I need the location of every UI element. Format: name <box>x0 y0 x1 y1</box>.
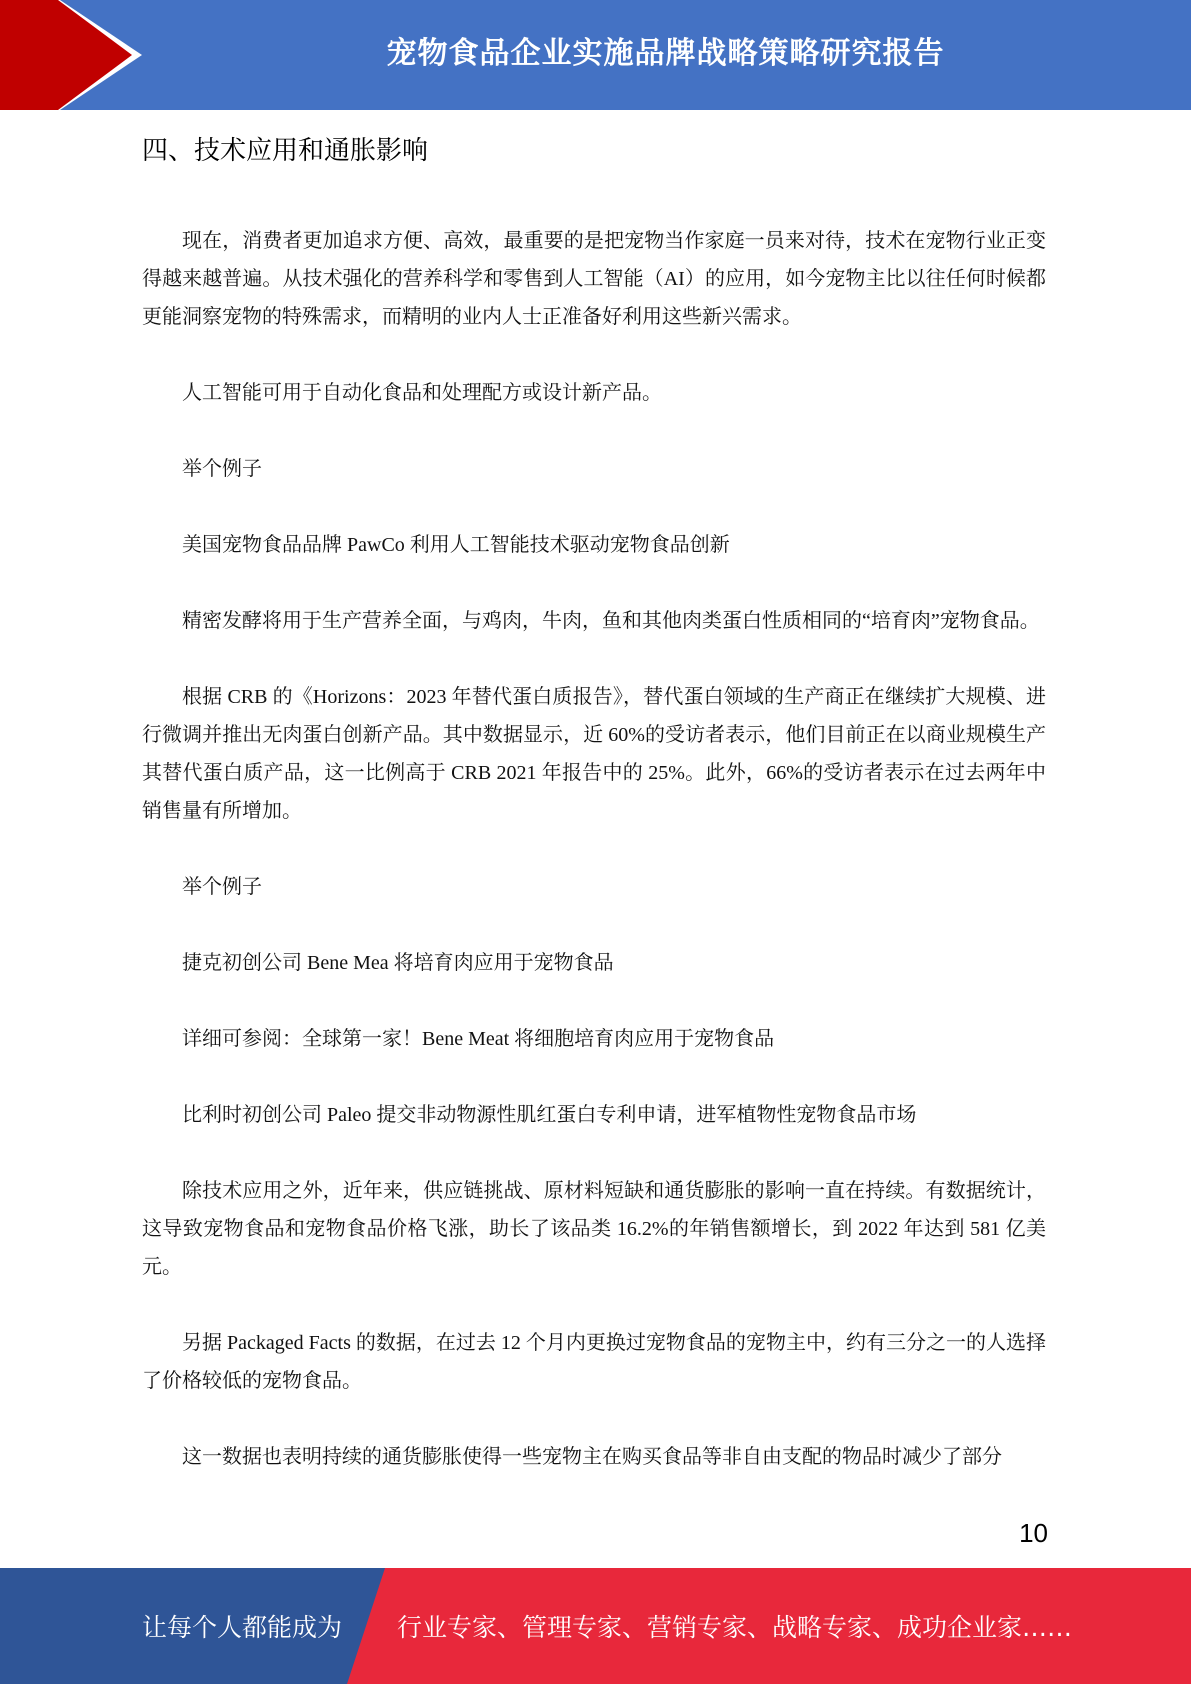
paragraph-intro: 现在，消费者更加追求方便、高效，最重要的是把宠物当作家庭一员来对待，技术在宠物行业正变得越来越普遍。从技术强化的营养科学和零售到人工智能（AI）的应用，如今宠物主比以往任何时候都更能洞察宠物的特殊需求，而精明的业内人士正准备好利用这些新兴需求。 <box>142 230 1046 328</box>
footer-slogan-left: 让每个人都能成为 <box>142 1613 343 1642</box>
paragraph-inflation: 除技术应用之外，近年来，供应链挑战、原材料短缺和通货膨胀的影响一直在持续。有数据统计，这导致宠物食品和宠物食品价格飞涨，助长了该品类 16.2%的年销售额增长，到 2022 年达到 581 亿美元。 <box>142 1180 1046 1278</box>
paragraph-example-2: 举个例子 <box>182 876 262 898</box>
paragraph-bene-mea: 捷克初创公司 Bene Mea 将培育肉应用于宠物食品 <box>182 952 614 974</box>
paragraph-see-also: 详细可参阅：全球第一家！Bene Meat 将细胞培育肉应用于宠物食品 <box>182 1028 775 1050</box>
page-footer <box>0 1568 1191 1684</box>
paragraph-ai-use: 人工智能可用于自动化食品和处理配方或设计新产品。 <box>182 382 662 404</box>
paragraph-packaged-facts: 另据 Packaged Facts 的数据，在过去 12 个月内更换过宠物食品的宠物主中，约有三分之一的人选择了价格较低的宠物食品。 <box>142 1332 1046 1392</box>
header-chevron-icon <box>0 0 160 110</box>
page-number: 10 <box>1019 1518 1048 1548</box>
page-header <box>0 0 1191 110</box>
paragraph-paleo: 比利时初创公司 Paleo 提交非动物源性肌红蛋白专利申请，进军植物性宠物食品市场 <box>182 1104 917 1126</box>
paragraph-pawco: 美国宠物食品品牌 PawCo 利用人工智能技术驱动宠物食品创新 <box>182 534 730 556</box>
paragraph-fermentation: 精密发酵将用于生产营养全面，与鸡肉，牛肉，鱼和其他肉类蛋白性质相同的“培育肉”宠物食品。 <box>182 610 1040 632</box>
report-title: 宠物食品企业实施品牌战略策略研究报告 <box>386 36 945 71</box>
body-text <box>142 222 1046 1514</box>
section-heading: 四、技术应用和通胀影响 <box>142 136 429 166</box>
footer-slogan-right: 行业专家、管理专家、营销专家、战略专家、成功企业家…… <box>397 1613 1073 1642</box>
paragraph-example-1: 举个例子 <box>182 458 262 480</box>
paragraph-crb-report: 根据 CRB 的《Horizons：2023 年替代蛋白质报告》，替代蛋白领域的生产商正在继续扩大规模、进行微调并推出无肉蛋白创新产品。其中数据显示，近 60%的受访者表示，他们目前正在以商业规模生产其替代蛋白质产品，这一比例高于 CRB 2021 年报告中的 25%。此外，66%的受访者表示在过去两年中销售量有所增加。 <box>142 686 1046 822</box>
paragraph-conclusion: 这一数据也表明持续的通货膨胀使得一些宠物主在购买食品等非自由支配的物品时减少了部分 <box>182 1446 1002 1468</box>
